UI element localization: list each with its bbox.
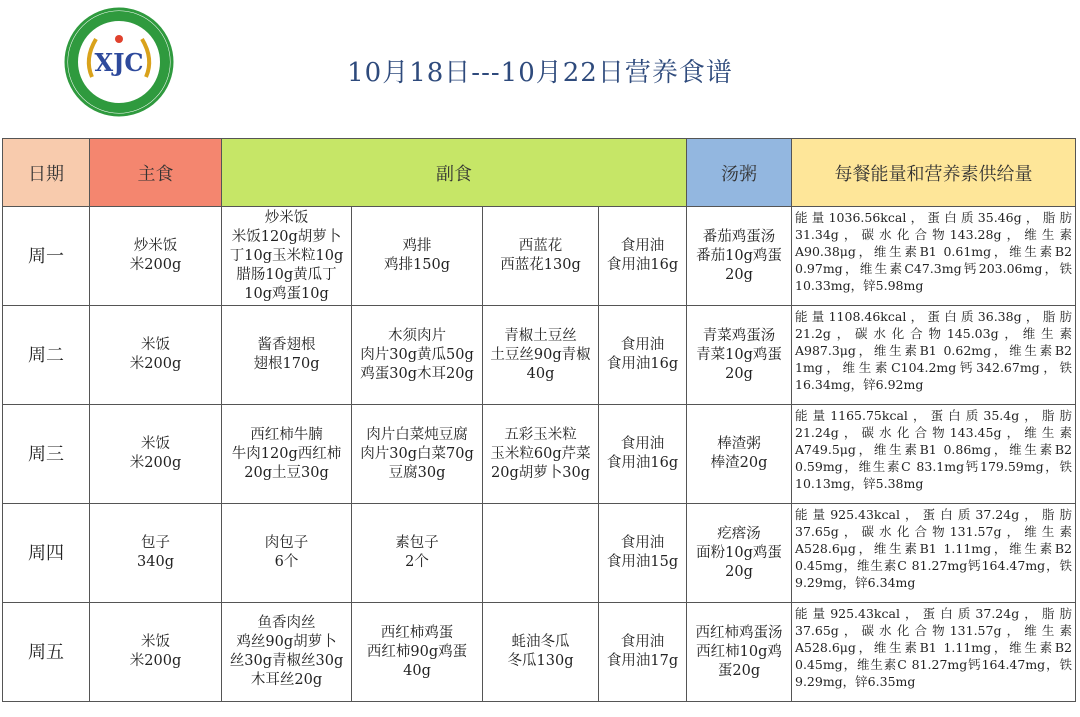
soup-line: 蛋20g: [717, 662, 761, 679]
soup-line: 面粉10g鸡蛋: [696, 544, 782, 561]
meal-plan-table: [2, 138, 1076, 702]
staple-line: 340g: [137, 554, 174, 570]
page-title: 10月18日---10月22日营养食谱: [347, 58, 733, 88]
side1-line: 肉包子: [264, 535, 309, 551]
side3-cell: [483, 504, 599, 603]
side1-line: 丁10g玉米粒10g: [229, 247, 344, 264]
header-date: 日期: [3, 139, 90, 207]
day-cell: 周四: [3, 504, 90, 603]
soup-line: 棒渣20g: [710, 455, 768, 471]
table-row: [3, 603, 1076, 702]
staple-cell: [90, 306, 222, 405]
soup-line: 西红柿10g鸡: [696, 643, 782, 660]
side3-line: 蚝油冬瓜: [511, 634, 570, 650]
oil-line: 食用油: [620, 337, 665, 353]
side3-line: 五彩玉米粒: [504, 426, 577, 443]
soup-line: 20g: [725, 365, 753, 382]
staple-line: 炒米饭: [133, 238, 178, 254]
side2-cell: [352, 603, 483, 702]
table-row: [3, 504, 1076, 603]
oil-line: 食用油16g: [606, 356, 679, 372]
side3-line: 玉米粒60g芹菜: [490, 445, 591, 462]
staple-line: 米200g: [129, 257, 182, 273]
side1-cell: [222, 207, 352, 306]
header-side-dishes: 副食: [222, 139, 687, 207]
side2-line: 肉片白菜炖豆腐: [366, 426, 468, 443]
day-cell: 周一: [3, 207, 90, 306]
header-soup: 汤粥: [687, 139, 792, 207]
oil-line: 食用油: [620, 436, 665, 452]
staple-line: 米200g: [129, 455, 182, 471]
side1-line: 腊肠10g黄瓜丁: [236, 266, 337, 283]
side1-line: 丝30g青椒丝30g: [229, 653, 344, 669]
soup-line: 20g: [725, 266, 753, 283]
side1-line: 炒米饭: [264, 209, 309, 226]
side3-line: 青椒土豆丝: [504, 327, 577, 344]
side2-line: 鸡排: [402, 238, 432, 254]
side1-line: 10g鸡蛋10g: [244, 285, 329, 302]
table-row: [3, 306, 1076, 405]
day-cell: 周二: [3, 306, 90, 405]
side1-cell: [222, 504, 352, 603]
day-cell: 周三: [3, 405, 90, 504]
oil-line: 食用油16g: [606, 257, 679, 273]
oil-line: 食用油15g: [606, 554, 679, 570]
soup-line: 青菜10g鸡蛋: [696, 346, 782, 363]
header-nutrition: 每餐能量和营养素供给量: [792, 139, 1076, 207]
page-header: [0, 0, 1080, 138]
soup-cell: [687, 207, 792, 306]
side1-cell: [222, 405, 352, 504]
side1-line: 木耳丝20g: [250, 672, 323, 688]
side3-cell: [483, 405, 599, 504]
side2-cell: [352, 306, 483, 405]
side1-line: 鱼香肉丝: [257, 615, 316, 631]
side2-line: 鸡排150g: [384, 257, 450, 273]
staple-cell: [90, 603, 222, 702]
staple-line: 米200g: [129, 356, 182, 372]
side3-cell: [483, 306, 599, 405]
side1-line: 6个: [274, 554, 299, 570]
side2-line: 2个: [405, 554, 429, 570]
side1-cell: [222, 603, 352, 702]
oil-cell: [599, 207, 687, 306]
oil-line: 食用油17g: [606, 653, 679, 669]
side2-cell: [352, 207, 483, 306]
oil-cell: [599, 405, 687, 504]
svg-text:XJC: XJC: [94, 48, 144, 77]
side3-line: 土豆丝90g青椒: [490, 346, 591, 363]
nutrition-cell: 能量925.43kcal，蛋白质37.24g，脂肪37.65g，碳水化合物131.57g，维生素A528.6μg，维生素B1 1.11mg，维生素B2 0.45mg，维生素C 81.27mg钙164.47mg，铁9.29mg，锌6.35mg: [792, 603, 1076, 702]
staple-line: 米饭: [141, 337, 170, 353]
side2-line: 西红柿90g鸡蛋: [366, 643, 468, 660]
side2-line: 素包子: [395, 535, 439, 551]
nutrition-cell: 能量1165.75kcal，蛋白质35.4g，脂肪21.24g，碳水化合物143.45g，维生素A749.5μg，维生素B1 0.86mg，维生素B2 0.59mg，维生素C 83.1mg钙179.59mg，铁10.13mg，锌5.38mg: [792, 405, 1076, 504]
soup-line: 疙瘩汤: [717, 525, 761, 542]
soup-cell: [687, 405, 792, 504]
side2-line: 西红柿鸡蛋: [380, 624, 454, 641]
side1-line: 翅根170g: [253, 356, 320, 372]
soup-line: 番茄鸡蛋汤: [702, 228, 776, 245]
side1-line: 20g土豆30g: [244, 464, 329, 481]
side1-line: 酱香翅根: [257, 337, 316, 353]
side2-line: 鸡蛋30g木耳20g: [360, 365, 474, 382]
side3-line: 20g胡萝卜30g: [491, 464, 590, 481]
staple-line: 包子: [141, 535, 170, 551]
soup-line: 青菜鸡蛋汤: [702, 327, 776, 344]
side2-line: 木须肉片: [388, 327, 446, 344]
soup-line: 番茄10g鸡蛋: [696, 247, 782, 264]
side2-cell: [352, 405, 483, 504]
side2-line: 肉片30g白菜70g: [360, 445, 474, 462]
oil-cell: [599, 306, 687, 405]
side3-cell: [483, 207, 599, 306]
side1-line: 牛肉120g西红柿: [231, 445, 342, 462]
side1-cell: [222, 306, 352, 405]
side2-line: 40g: [403, 662, 431, 679]
staple-cell: [90, 504, 222, 603]
side2-line: 豆腐30g: [388, 464, 446, 481]
side3-line: 40g: [526, 365, 555, 382]
oil-line: 食用油: [620, 535, 665, 551]
soup-cell: [687, 504, 792, 603]
side3-line: 西蓝花: [518, 238, 563, 254]
table-row: [3, 405, 1076, 504]
table-row: [3, 207, 1076, 306]
oil-line: 食用油16g: [606, 455, 679, 471]
oil-cell: [599, 603, 687, 702]
side3-line: 冬瓜130g: [507, 653, 574, 669]
staple-line: 米饭: [141, 436, 170, 452]
soup-cell: [687, 603, 792, 702]
soup-cell: [687, 306, 792, 405]
oil-cell: [599, 504, 687, 603]
side2-line: 肉片30g黄瓜50g: [360, 346, 474, 363]
staple-cell: [90, 207, 222, 306]
nutrition-cell: 能量1036.56kcal，蛋白质35.46g，脂肪31.34g，碳水化合物143.28g，维生素A90.38μg，维生素B1 0.61mg，维生素B2 0.97mg，维生素C47.3mg钙203.06mg，铁10.33mg，锌5.98mg: [792, 207, 1076, 306]
side1-line: 鸡丝90g胡萝卜: [236, 634, 337, 650]
side1-line: 米饭120g胡萝卜: [231, 228, 342, 245]
day-cell: 周五: [3, 603, 90, 702]
side1-line: 西红柿牛腩: [250, 426, 323, 443]
nutrition-cell: 能量925.43kcal，蛋白质37.24g，脂肪37.65g，碳水化合物131.57g，维生素A528.6μg，维生素B1 1.11mg，维生素B2 0.45mg，维生素C 81.27mg钙164.47mg，铁9.29mg，锌6.34mg: [792, 504, 1076, 603]
oil-line: 食用油: [620, 634, 665, 650]
nutrition-cell: 能量1108.46kcal，蛋白质36.38g，脂肪21.2g，碳水化合物145.03g，维生素A987.3μg，维生素B1 0.62mg，维生素B2 1mg，维生素C104.2mg钙342.67mg，铁16.34mg，锌6.92mg: [792, 306, 1076, 405]
soup-line: 20g: [725, 563, 753, 580]
side3-cell: [483, 603, 599, 702]
staple-cell: [90, 405, 222, 504]
staple-line: 米200g: [129, 653, 182, 669]
side3-line: 西蓝花130g: [500, 257, 581, 273]
soup-line: 棒渣粥: [717, 436, 761, 452]
oil-line: 食用油: [620, 238, 665, 254]
soup-line: 西红柿鸡蛋汤: [695, 624, 783, 641]
staple-line: 米饭: [141, 634, 170, 650]
side2-cell: [352, 504, 483, 603]
header-staple: 主食: [90, 139, 222, 207]
